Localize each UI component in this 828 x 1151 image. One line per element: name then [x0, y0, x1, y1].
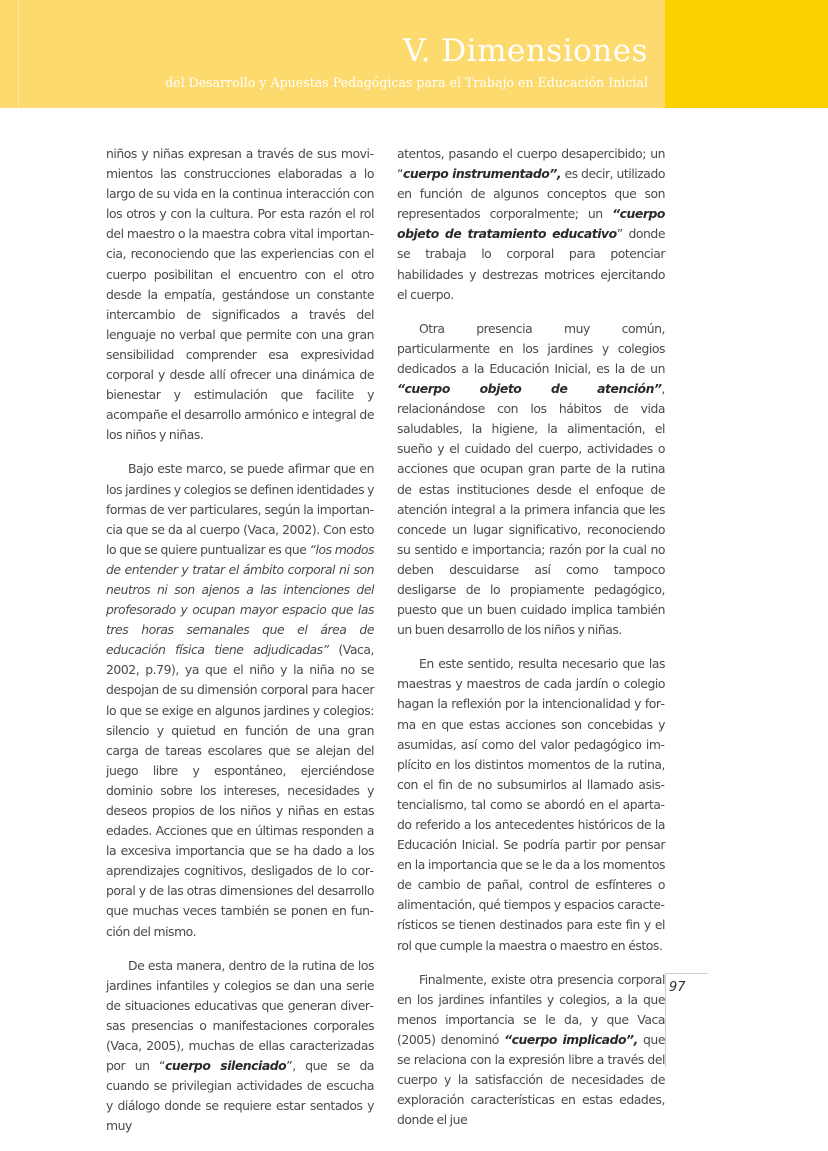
paragraph [397, 654, 665, 955]
quotation: “los modos de entender y tratar el ámbito corporal ni son neutros ni son ajenos a las intenciones del profesorado y ocupan mayor espacio que las tres horas semanales que el área de educación física tiene adjudicadas” [106, 541, 374, 658]
key-term: “cuerpo implicado”, [504, 1031, 638, 1047]
paragraph [106, 956, 374, 1137]
paragraph [397, 970, 665, 1131]
paragraph-text: , relacionándose con los hábitos de vida saludables, la higiene, la alimentación, el sueño y el cuidado del cuerpo, actividades o acciones que ocupan gran parte de la rutina de estas instituciones desde el enfoque de atención integral a la primera infancia que les concede un lugar significativo, reconociendo su sentido e importancia; razón por la cual no deben descuidarse así como tampoco desligarse de lo propiamente pedagógico, puesto que un buen cuidado implica también un buen desarrollo de los niños y niñas. [397, 381, 665, 638]
paragraph-text: ” donde se trabaja lo corporal para potenciar habilidades y destrezas motrices ejercitando el cuerpo. [397, 226, 665, 302]
paragraph-text: De esta manera, dentro de la rutina de los jardines infantiles y colegios se dan una serie de situaciones educativas que generan diversas presencias o manifestaciones corporales (Vaca, 2005), muchas de ellas caracterizadas por un “ [106, 957, 374, 1074]
chapter-title: V. Dimensiones [403, 33, 648, 69]
paragraph-text: que se relaciona con la expresión libre a través del cuerpo y la satisfacción de necesidades de exploración características en estas edades, donde el jue [397, 1031, 666, 1128]
paragraph-text: es decir, utilizado en función de algunos conceptos que son representados corporalmente; un [397, 166, 665, 222]
paragraph-text: ”, que se da cuando se privilegian actividades de escucha y diálogo donde se requiere estar sentados y muy [106, 1058, 375, 1134]
right-column [397, 144, 665, 1144]
paragraph-text: Finalmente, existe otra presencia corporal en los jardines infantiles y colegios, a la que menos importancia se le da, y que Vaca (2005) denominó [397, 971, 665, 1047]
paragraph-text: niños y niñas expresan a través de sus movimientos las construcciones elaboradas a lo largo de su vida en la continua interacción con los otros y con la cultura. Por esta razón el rol del maestro o la maestra cobra vital importancia, reconociendo que las experiencias con el cuerpo posibilitan el encuentro con el otro desde la empatía, gestándose un constante intercambio de significados a través del lenguaje no verbal que permite con una gran sensibilidad comprender esa expresividad corporal y desde allí ofrecer una dinámica de bienestar y estimulación que facilite y acompañe el desarrollo armónico e integral de los niños y niñas. [106, 146, 374, 443]
key-term: “cuerpo objeto de tratamiento educativo [397, 206, 665, 242]
paragraph [397, 319, 665, 641]
paragraph [106, 144, 374, 445]
header-rule [18, 0, 19, 108]
paragraph-text: Otra presencia muy común, particularmente en los jardines y colegios dedicados a la Educación Inicial, es la de un [397, 320, 665, 376]
key-term: “cuerpo objeto de atención” [397, 381, 662, 397]
page-number: 97 [669, 980, 686, 995]
key-term: cuerpo silenciado [165, 1058, 287, 1074]
paragraph-text: En este sentido, resulta necesario que las maestras y maestros de cada jardín o colegio hagan la reflexión por la intencionalidad y forma en que estas acciones son concebidas y asumidas, así como del valor pedagógico implícito en los distintos momentos de la rutina, con el fin de no subsumirlos al llamado asistencialismo, tal como se abordó en el apartado referido a los antecedentes históricos de la Educación Inicial. Se podría partir por pensar en la importancia que se le da a los momentos de cambio de pañal, control de esfínteres o alimentación, qué tiempos y espacios característicos se tienen destinados para este fin y el rol que cumple la maestra o maestro en éstos. [397, 656, 665, 953]
key-term: cuerpo instrumentado”, [402, 166, 562, 182]
footer-rule-vertical [665, 973, 666, 1067]
left-column [106, 144, 374, 1151]
chapter-subtitle: del Desarrollo y Apuestas Pedagógicas para el Trabajo en Educación Inicial [165, 75, 648, 90]
header-accent-block [665, 0, 828, 108]
paragraph [397, 144, 665, 305]
paragraph-text: Bajo este marco, se puede afirmar que en los jardines y colegios se definen identidades y formas de ver particulares, según la importancia que se da al cuerpo (Vaca, 2002). Con esto lo que se quiere puntualizar es que [106, 461, 374, 557]
paragraph-text: (Vaca, 2002, p.79), ya que el niño y la niña no se despojan de su dimensión corporal para hacer lo que se exige en algunos jardines y colegios: silencio y quietud en función de una gran carga de tareas escolares que se alejan del juego libre y espontáneo, ejerciéndose dominio sobre los intereses, necesidades y deseos propios de los niños y niñas en estas edades. Acciones que en últimas responden a la excesiva importancia que se ha dado a los aprendizajes cognitivos, desligados de lo corporal y de las otras dimensiones del desarrollo que muchas veces también se ponen en función del mismo. [106, 642, 375, 939]
paragraph-text: atentos, pasando el cuerpo desapercibido; un “ [397, 146, 665, 182]
paragraph [106, 459, 374, 941]
footer-rule-horizontal [665, 973, 708, 974]
